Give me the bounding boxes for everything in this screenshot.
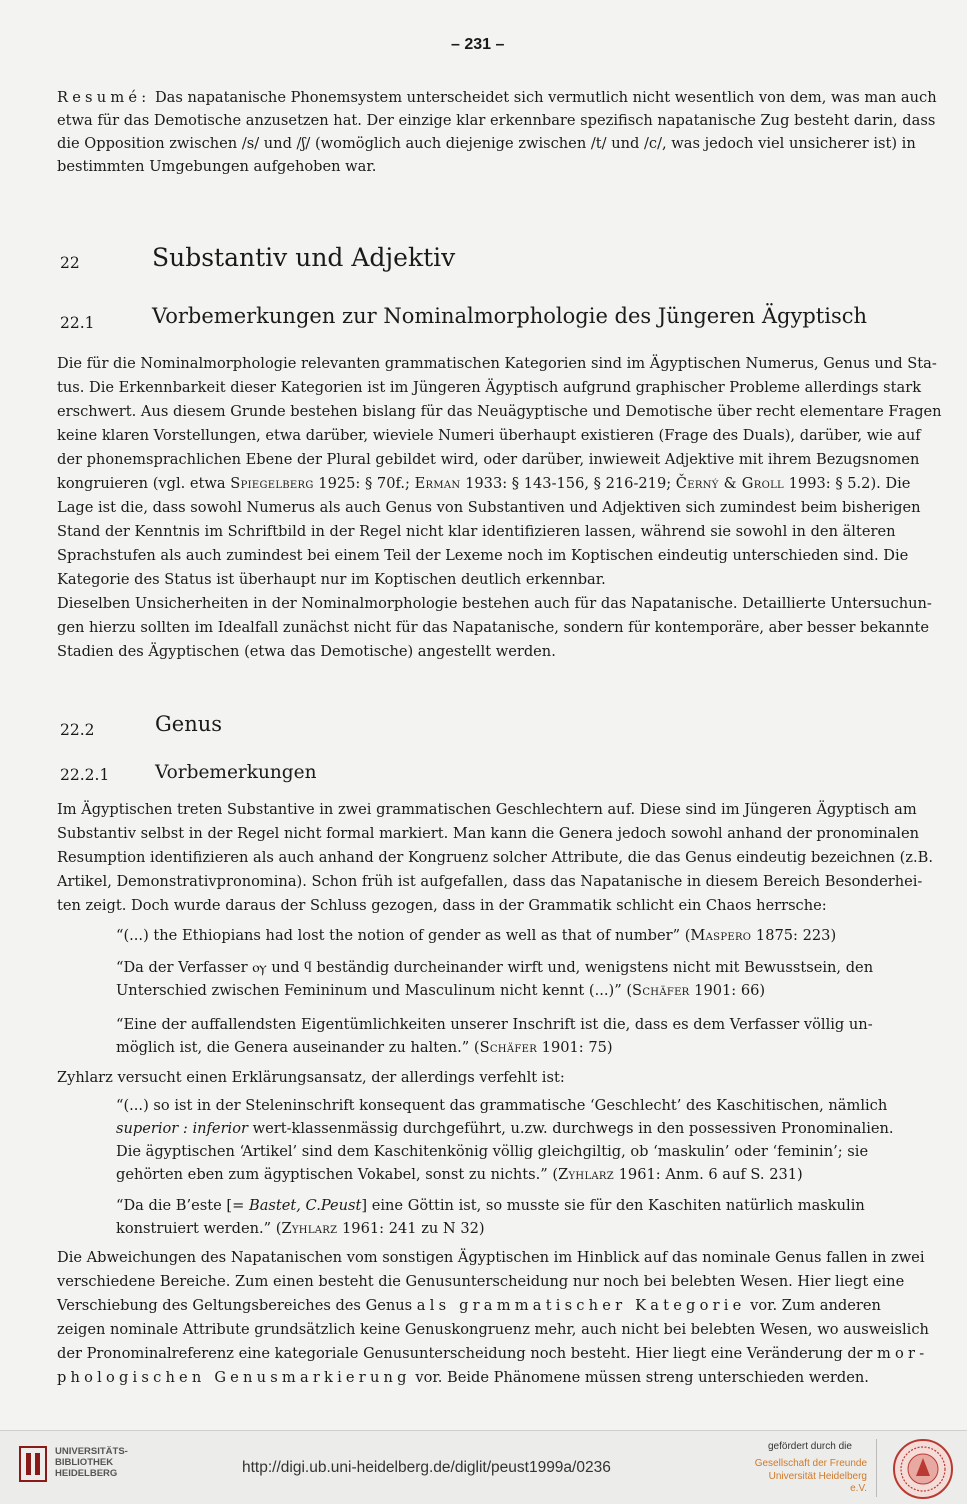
funded-by-label: gefördert durch die (768, 1441, 852, 1452)
resume-line-1: Resumé: Das napatanische Phonemsystem unterscheidet sich vermutlich nicht wesentlich von dem, was man auch (57, 89, 937, 106)
footer-divider (876, 1439, 877, 1497)
quote-schaefer-1-line-1: “Da der Verfasser ⲟⲩ und ϥ beständig durcheinander wirft und, wenigstens nicht mit Bewusstsein, den (116, 959, 874, 976)
p221-line: Die für die Nominalmorphologie relevanten grammatischen Kategorien sind im Ägyptischen Numerus, Genus und Sta- (57, 355, 937, 372)
quote-zyhlarz-2-line-2: konstruiert werden.” (Zyhlarz 1961: 241 zu N 32) (116, 1220, 485, 1237)
p2221-line: Substantiv selbst in der Regel nicht formal markiert. Man kann die Genera jedoch sowohl anhand der pronominalen (57, 825, 920, 842)
section-22-2-number: 22.2 (60, 721, 95, 739)
section-22-2-1-title: Vorbemerkungen (155, 762, 317, 783)
p221-line: erschwert. Aus diesem Grunde bestehen bislang für das Neuägyptische und Demotische über recht elementare Fragen (57, 403, 942, 420)
section-22-title: Substantiv und Adjektiv (152, 243, 456, 272)
p2221-line: Im Ägyptischen treten Substantive in zwei grammatischen Geschlechtern auf. Diese sind im Jüngeren Ägyptisch am (57, 801, 917, 818)
quote-zyhlarz-1-line-3: Die ägyptischen ‘Artikel’ sind dem Kaschitenkönig völlig gleichgiltig, ob ‘maskulin’ oder ‘feminin’; sie (116, 1143, 869, 1160)
section-22-2-1-number: 22.2.1 (60, 766, 110, 784)
p221-line-citations: kongruieren (vgl. etwa Spiegelberg 1925: § 70f.; Erman 1933: § 143-156, § 216-219; Černý & Groll 1993: § 5.2). Die (57, 475, 911, 492)
final-line-spaced-1: Verschiebung des Geltungsbereiches des Genus als grammatischer Kategorie vor. Zum anderen (57, 1297, 881, 1314)
final-line: verschiedene Bereiche. Zum einen besteht die Genusunterscheidung nur noch bei belebten Wesen. Hier liegt eine (57, 1273, 905, 1290)
quote-schaefer-2-line-1: “Eine der auffallendsten Eigentümlichkeiten unserer Inschrift ist die, dass es dem Verfasser völlig un- (116, 1016, 873, 1033)
resume-line-2: etwa für das Demotische anzusetzen hat. Der einzige klar erkennbare spezifisch napatanische Zug besteht darin, dass (57, 112, 936, 129)
p221-line: Kategorie des Status ist überhaupt nur im Koptischen deutlich erkennbar. (57, 571, 606, 588)
p221-line: Stadien des Ägyptischen (etwa das Demotische) angestellt werden. (57, 643, 556, 660)
section-22-number: 22 (60, 254, 80, 272)
page-number: – 231 – (451, 36, 505, 53)
final-line: Die Abweichungen des Napatanischen vom sonstigen Ägyptischen im Hinblick auf das nominale Genus fallen in zwei (57, 1249, 925, 1266)
p221-line: Dieselben Unsicherheiten in der Nominalmorphologie bestehen auch für das Napatanische. Detaillierte Untersuchun- (57, 595, 932, 612)
quote-zyhlarz-1-line-1: “(...) so ist in der Steleninschrift konsequent das grammatische ‘Geschlecht’ des Kaschitischen, nämlich (116, 1097, 888, 1114)
p221-line: Stand der Kenntnis im Schriftbild in der Regel nicht klar identifizieren lassen, während sie sowohl in den älteren (57, 523, 896, 540)
final-line-spaced-2: der Pronominalreferenz eine kategoriale Genusunterscheidung noch besteht. Hier liegt eine Veränderung der mor- (57, 1345, 929, 1362)
quote-schaefer-2-line-2: möglich ist, die Genera auseinander zu halten.” (Schäfer 1901: 75) (116, 1039, 613, 1056)
quote-zyhlarz-1-line-2: superior : inferior wert-klassenmässig durchgeführt, u.zw. durchwegs in den possessiven Pronominalien. (116, 1120, 894, 1137)
p2221-line: Resumption identifizieren als auch anhand der Kongruenz solcher Attribute, die das Genus eindeutig bezeichnen (z.B. (57, 849, 933, 866)
final-line-spaced-3: phologischen Genusmarkierung vor. Beide Phänomene müssen streng unterschieden werden. (57, 1369, 869, 1386)
quote-schaefer-1-line-2: Unterschied zwischen Femininum und Masculinum nicht kennt (...)” (Schäfer 1901: 66) (116, 982, 766, 999)
p221-line: Sprachstufen als auch zumindest bei einem Teil der Lexeme noch im Koptischen eindeutig unterschieden sind. Die (57, 547, 909, 564)
society-name: Gesellschaft der Freunde Universität Heidelberg e.V. (754, 1458, 867, 1494)
p221-line: keine klaren Vorstellungen, etwa darüber, wieviele Numeri überhaupt existieren (Frage des Duals), darüber, wie auf (57, 427, 921, 444)
quote-zyhlarz-1-line-4: gehörten eben zum ägyptischen Vokabel, sonst zu nichts.” (Zyhlarz 1961: Anm. 6 auf S. 231) (116, 1166, 803, 1183)
resume-line-3: die Opposition zwischen /s/ und /ʃ/ (womöglich auch diejenige zwischen /t/ und /c/, was jedoch viel unsicherer ist) in (57, 135, 916, 152)
p221-line: der phonemsprachlichen Ebene der Plural gebildet wird, oder darüber, inwieweit Adjektive mit ihrem Bezugsnomen (57, 451, 920, 468)
p221-line: Lage ist die, dass sowohl Numerus als auch Genus von Substantiven und Adjektiven sich zumindest beim bisherigen (57, 499, 921, 516)
final-line: zeigen nominale Attribute grundsätzlich keine Genuskongruenz mehr, auch nicht bei belebten Wesen, wo ausweislich (57, 1321, 929, 1338)
digital-library-url[interactable]: http://digi.ub.uni-heidelberg.de/diglit/peust1999a/0236 (242, 1459, 611, 1476)
resume-label: Resumé: (57, 89, 151, 106)
p221-line: gen hierzu sollten im Idealfall zunächst nicht für das Napatanische, sondern für kontemporäre, aber besser bekannte (57, 619, 929, 636)
resume-line-4: bestimmten Umgebungen aufgehoben war. (57, 158, 377, 175)
section-22-1-title: Vorbemerkungen zur Nominalmorphologie des Jüngeren Ägyptisch (152, 304, 868, 328)
p2221-line: ten zeigt. Doch wurde daraus der Schluss gezogen, dass in der Grammatik schlicht ein Chaos herrsche: (57, 897, 827, 914)
library-logo-icon (18, 1445, 48, 1483)
quote-maspero: “(...) the Ethiopians had lost the notion of gender as well as that of number” (Maspero 1875: 223) (116, 927, 837, 944)
p2221-line: Artikel, Demonstrativpronomina). Schon früh ist aufgefallen, dass das Napatanische in diesem Bereich Besonderhei- (57, 873, 923, 890)
library-name: UNIVERSITÄTS- BIBLIOTHEK HEIDELBERG (55, 1446, 128, 1479)
footer-bar (0, 1430, 967, 1504)
quote-zyhlarz-2-line-1: “Da die B’este [= Bastet, C.Peust] eine Göttin ist, so musste sie für den Kaschiten natürlich maskulin (116, 1197, 865, 1214)
university-seal-icon (892, 1438, 954, 1500)
section-22-2-title: Genus (155, 712, 223, 736)
zyhlarz-intro: Zyhlarz versucht einen Erklärungsansatz, der allerdings verfehlt ist: (57, 1069, 565, 1086)
section-22-1-number: 22.1 (60, 314, 95, 332)
p221-line: tus. Die Erkennbarkeit dieser Kategorien ist im Jüngeren Ägyptisch aufgrund graphischer Probleme allerdings stark (57, 379, 922, 396)
